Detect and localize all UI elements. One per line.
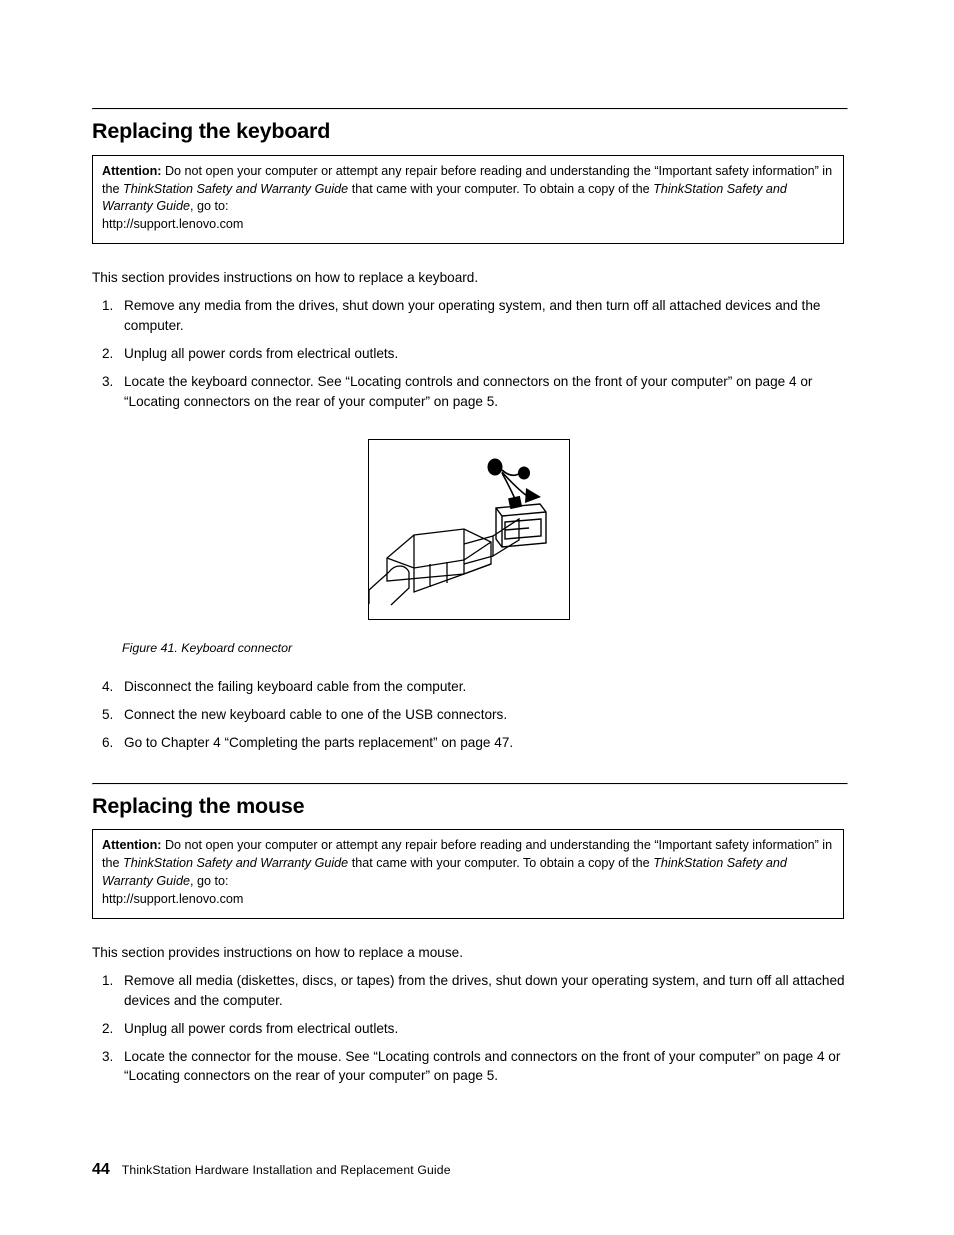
step-text: Remove all media (diskettes, discs, or tapes) from the drives, shut down your operating system, and turn off all attached devices and the computer. bbox=[124, 972, 845, 1008]
section-replacing-keyboard bbox=[92, 108, 846, 753]
step-number: 2. bbox=[102, 345, 114, 361]
attention-text-part1: Do not open your computer or attempt any repair before reading and understanding the “Important safety information” in the bbox=[102, 838, 833, 871]
figure-caption: Figure 41. Keyboard connector bbox=[122, 640, 293, 655]
attention-label: Attention: bbox=[102, 163, 162, 178]
section-spacer bbox=[92, 753, 846, 783]
section-replacing-mouse bbox=[92, 783, 846, 1087]
attention-text-part3: , go to: bbox=[189, 874, 229, 889]
step-text: Go to Chapter 4 “Completing the parts replacement” on page 47. bbox=[124, 734, 514, 750]
steps-list-keyboard-before-figure bbox=[92, 296, 846, 412]
page-title-replacing-keyboard: Replacing the keyboard bbox=[92, 119, 331, 143]
step-number: 3. bbox=[102, 1048, 114, 1064]
step-text: Unplug all power cords from electrical outlets. bbox=[124, 1020, 399, 1036]
section-divider-rule bbox=[92, 783, 848, 785]
guide-title-second: ThinkStation Safety and Warranty Guide bbox=[102, 856, 787, 889]
page-content bbox=[92, 108, 846, 1086]
attention-label: Attention: bbox=[102, 838, 162, 853]
figure-frame bbox=[368, 439, 570, 620]
attention-text-part2: that came with your computer. To obtain a copy of the bbox=[348, 856, 654, 871]
attention-text-part1: Do not open your computer or attempt any repair before reading and understanding the “Important safety information” in the bbox=[102, 163, 833, 196]
list-item bbox=[92, 372, 846, 412]
attention-text-part2: that came with your computer. To obtain a copy of the bbox=[348, 181, 654, 196]
list-item bbox=[92, 296, 846, 336]
section-divider-rule bbox=[92, 108, 848, 110]
step-text: Connect the new keyboard cable to one of the USB connectors. bbox=[124, 706, 508, 722]
usb-port-slot bbox=[496, 504, 546, 547]
section-intro-keyboard: This section provides instructions on how to replace a keyboard. bbox=[92, 270, 479, 286]
steps-list-mouse bbox=[92, 971, 846, 1087]
usb-connector-icon bbox=[369, 440, 567, 617]
list-item bbox=[92, 733, 846, 753]
guide-title-first: ThinkStation Safety and Warranty Guide bbox=[123, 181, 349, 196]
step-number: 6. bbox=[102, 734, 114, 750]
page-title-replacing-mouse: Replacing the mouse bbox=[92, 793, 305, 818]
steps-list-keyboard-after-figure bbox=[92, 677, 846, 753]
step-text: Disconnect the failing keyboard cable from the computer. bbox=[124, 678, 467, 694]
list-item bbox=[92, 1047, 846, 1087]
guide-title-second: ThinkStation Safety and Warranty Guide bbox=[102, 181, 787, 214]
figure-keyboard-connector bbox=[92, 439, 846, 620]
list-item bbox=[92, 677, 846, 697]
page-footer bbox=[92, 1161, 846, 1179]
list-item bbox=[92, 971, 846, 1011]
list-item bbox=[92, 705, 846, 725]
attention-support-url: http://support.lenovo.com bbox=[102, 217, 244, 232]
attention-support-url: http://support.lenovo.com bbox=[102, 892, 244, 907]
step-number: 1. bbox=[102, 297, 114, 313]
list-item bbox=[92, 1019, 846, 1039]
attention-text bbox=[102, 837, 834, 891]
step-number: 5. bbox=[102, 706, 114, 722]
list-item bbox=[92, 344, 846, 364]
step-number: 3. bbox=[102, 373, 114, 389]
step-text: Locate the connector for the mouse. See “Locating controls and connectors on the front of your computer” on page 4 or “Locating connectors on the rear of your computer” on page 5. bbox=[124, 1048, 841, 1084]
attention-text bbox=[102, 163, 834, 217]
footer-document-title: ThinkStation Hardware Installation and Replacement Guide bbox=[121, 1163, 451, 1177]
step-number: 2. bbox=[102, 1020, 114, 1036]
step-text: Unplug all power cords from electrical outlets. bbox=[124, 345, 399, 361]
step-number: 1. bbox=[102, 972, 114, 988]
attention-box-keyboard bbox=[92, 155, 844, 245]
attention-text-part3: , go to: bbox=[189, 199, 229, 214]
attention-box-mouse bbox=[92, 829, 844, 919]
usb-trident-symbol bbox=[488, 458, 542, 509]
step-number: 4. bbox=[102, 678, 114, 694]
step-text: Locate the keyboard connector. See “Locating controls and connectors on the front of your computer” on page 4 or “Locating connectors on the rear of your computer” on page 5. bbox=[124, 373, 813, 409]
step-text: Remove any media from the drives, shut down your operating system, and then turn off all attached devices and the computer. bbox=[124, 297, 821, 333]
footer-page-number: 44 bbox=[92, 1161, 110, 1178]
guide-title-first: ThinkStation Safety and Warranty Guide bbox=[123, 856, 349, 871]
section-intro-mouse: This section provides instructions on how to replace a mouse. bbox=[92, 944, 463, 960]
